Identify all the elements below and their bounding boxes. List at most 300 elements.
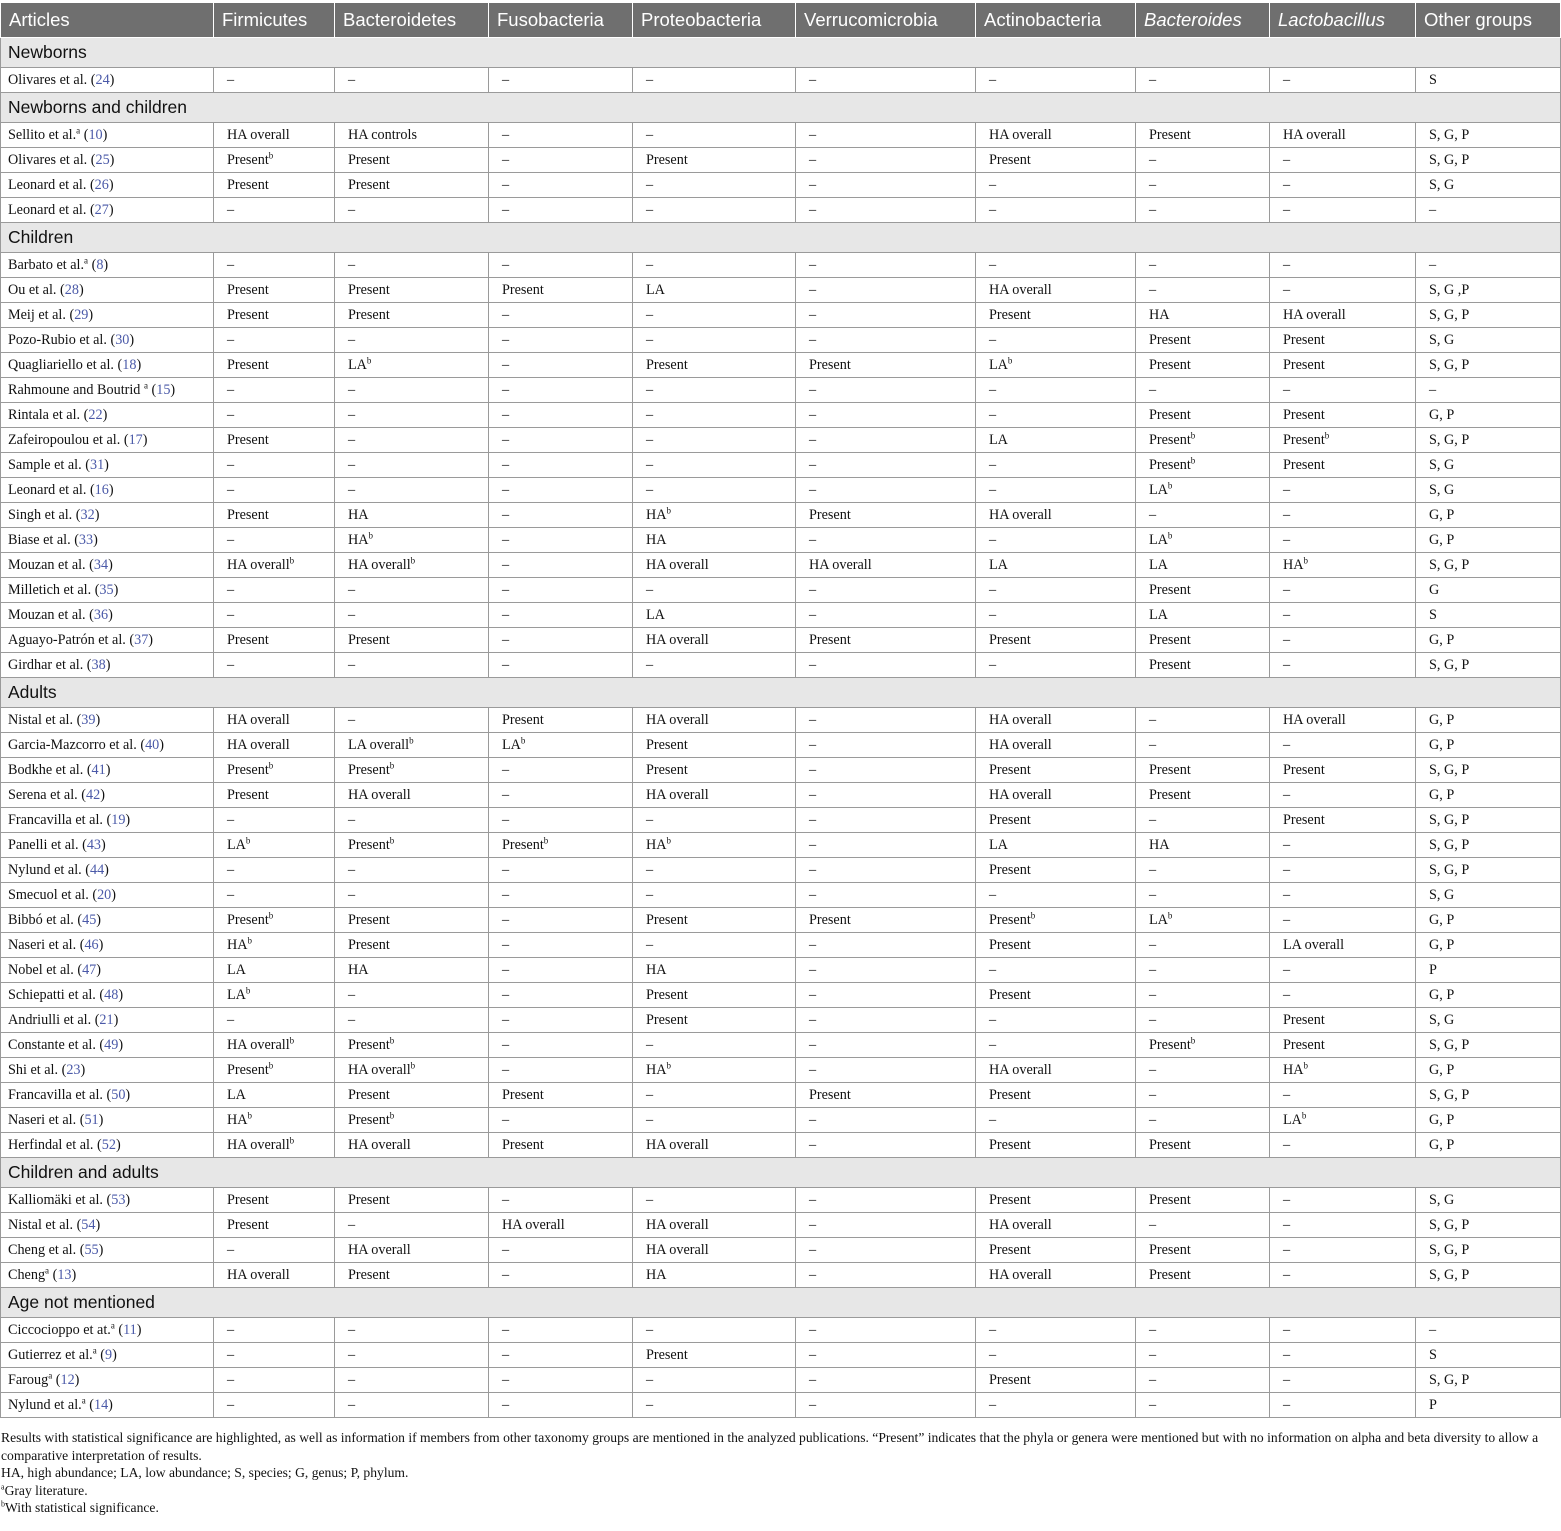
data-cell: – <box>489 1238 633 1263</box>
data-cell: – <box>489 858 633 883</box>
group-header-row <box>1 38 1561 68</box>
table-row <box>1 603 1561 628</box>
reference-link[interactable]: 49 <box>104 1036 119 1053</box>
article-cell: Aguayo-Patrón et al. (37) <box>1 628 214 653</box>
reference-link[interactable]: 40 <box>145 736 160 753</box>
data-cell: – <box>1136 883 1270 908</box>
article-name: Aguayo-Patrón et al. <box>8 631 126 648</box>
data-cell: – <box>335 1318 489 1343</box>
table-row <box>1 1263 1561 1288</box>
data-cell: Present <box>1136 403 1270 428</box>
data-cell: – <box>489 933 633 958</box>
data-cell: HA overall <box>976 1213 1136 1238</box>
data-cell: – <box>976 653 1136 678</box>
footnote-a <box>1 1482 1546 1500</box>
significance-mark: b <box>666 1059 671 1070</box>
article-name: Constante et al. <box>8 1036 96 1053</box>
data-cell <box>214 1058 335 1083</box>
data-cell: S, G, P <box>1416 1033 1561 1058</box>
data-cell: – <box>489 883 633 908</box>
data-cell: – <box>489 173 633 198</box>
table-row <box>1 173 1561 198</box>
data-cell <box>214 1133 335 1158</box>
data-cell: – <box>1136 858 1270 883</box>
article-name: Sellito et al. <box>8 126 77 143</box>
significance-mark: b <box>268 149 274 160</box>
data-cell: S, G, P <box>1416 428 1561 453</box>
table-row <box>1 1393 1561 1418</box>
data-cell: – <box>1136 503 1270 528</box>
data-cell: – <box>335 708 489 733</box>
reference-link[interactable]: 51 <box>84 1111 99 1128</box>
data-cell: – <box>1136 958 1270 983</box>
data-cell <box>335 553 489 578</box>
data-cell: – <box>1270 733 1416 758</box>
data-cell: – <box>633 453 796 478</box>
data-cell: – <box>796 1108 976 1133</box>
data-cell: Present <box>1270 453 1416 478</box>
reference-link[interactable]: 46 <box>84 936 99 953</box>
data-cell: G, P <box>1416 1058 1561 1083</box>
data-cell: – <box>489 578 633 603</box>
data-cell: P <box>1416 1393 1561 1418</box>
data-cell: – <box>335 478 489 503</box>
data-cell: – <box>1416 198 1561 223</box>
gray-literature-mark: a <box>48 1369 53 1380</box>
data-cell: – <box>1136 1393 1270 1418</box>
data-cell: – <box>335 253 489 278</box>
data-cell: – <box>976 578 1136 603</box>
data-cell: S, G <box>1416 453 1561 478</box>
data-cell: LA <box>1136 603 1270 628</box>
table-row <box>1 783 1561 808</box>
article-cell: Gutierrez et al.$^a$ (9) <box>1 1343 214 1368</box>
data-cell: – <box>796 733 976 758</box>
data-cell: – <box>796 783 976 808</box>
data-cell: – <box>796 858 976 883</box>
reference-link[interactable]: 23 <box>66 1061 81 1078</box>
article-cell: Leonard et al. (16) <box>1 478 214 503</box>
data-cell: – <box>214 198 335 223</box>
reference-link[interactable]: 36 <box>93 606 109 623</box>
reference-link[interactable]: 41 <box>91 761 106 778</box>
table-row <box>1 528 1561 553</box>
reference-link[interactable]: 20 <box>97 886 112 903</box>
data-cell: – <box>489 148 633 173</box>
article-name: Meij et al. <box>8 306 66 323</box>
reference-link[interactable]: 42 <box>86 786 101 803</box>
significance-mark: b <box>389 1109 395 1120</box>
data-cell <box>633 833 796 858</box>
reference-link[interactable]: 28 <box>64 281 79 298</box>
data-cell: – <box>489 983 633 1008</box>
header-verrucomicrobia: Verrucomicrobia <box>796 3 976 38</box>
table-row <box>1 278 1561 303</box>
data-cell: Present <box>976 148 1136 173</box>
table-row <box>1 1238 1561 1263</box>
article-cell: Quagliariello et al. (18) <box>1 353 214 378</box>
reference-link[interactable]: 43 <box>86 836 101 853</box>
reference-link[interactable]: 45 <box>82 911 97 928</box>
reference-link[interactable]: 47 <box>82 961 97 978</box>
reference-link[interactable]: 38 <box>91 656 106 673</box>
reference-link[interactable]: 37 <box>134 631 149 648</box>
data-cell: HA overall <box>1270 303 1416 328</box>
reference-link[interactable]: 12 <box>60 1371 75 1388</box>
data-cell: LA <box>633 603 796 628</box>
group-label: Age not mentioned <box>1 1288 1561 1318</box>
table-body <box>1 38 1561 1418</box>
data-cell: – <box>489 758 633 783</box>
data-cell: S, G <box>1416 173 1561 198</box>
results-table <box>0 2 1561 1418</box>
data-cell: – <box>1136 1368 1270 1393</box>
data-cell <box>335 833 489 858</box>
significance-mark: b <box>1007 354 1013 365</box>
article-name: Ciccocioppo et at. <box>8 1321 111 1338</box>
reference-link[interactable]: 52 <box>101 1136 116 1153</box>
table-row <box>1 808 1561 833</box>
article-cell: Singh et al. (32) <box>1 503 214 528</box>
article-name: Smecuol et al. <box>8 886 89 903</box>
data-cell: Present <box>976 1188 1136 1213</box>
reference-link[interactable]: 9 <box>104 1346 113 1363</box>
table-row <box>1 628 1561 653</box>
table-row <box>1 1008 1561 1033</box>
data-cell: – <box>335 403 489 428</box>
article-cell: Serena et al. (42) <box>1 783 214 808</box>
data-cell: HA overall <box>976 503 1136 528</box>
cell-value: HA <box>1283 1061 1304 1078</box>
reference-link[interactable]: 26 <box>94 176 109 193</box>
data-cell <box>1136 908 1270 933</box>
data-cell: – <box>1270 1368 1416 1393</box>
reference-link[interactable]: 21 <box>99 1011 114 1028</box>
data-cell: – <box>976 883 1136 908</box>
data-cell: Present <box>1136 1263 1270 1288</box>
data-cell: Present <box>1270 808 1416 833</box>
data-cell <box>335 733 489 758</box>
data-cell: S, G <box>1416 328 1561 353</box>
cell-value: HA overall <box>227 1136 290 1153</box>
data-cell: Present <box>214 628 335 653</box>
reference-link[interactable]: 14 <box>93 1396 109 1413</box>
data-cell <box>1136 453 1270 478</box>
article-cell: Kalliomäki et al. (53) <box>1 1188 214 1213</box>
significance-mark: b <box>389 1034 395 1045</box>
group-header-row <box>1 223 1561 253</box>
reference-link[interactable]: 30 <box>115 331 130 348</box>
reference-link[interactable]: 19 <box>111 811 126 828</box>
data-cell: – <box>796 1368 976 1393</box>
reference-link[interactable]: 44 <box>89 861 105 878</box>
article-cell: Zafeiropoulou et al. (17) <box>1 428 214 453</box>
article-cell: Ou et al. (28) <box>1 278 214 303</box>
data-cell: – <box>796 1318 976 1343</box>
data-cell: – <box>335 883 489 908</box>
data-cell: Present <box>796 628 976 653</box>
data-cell: – <box>489 328 633 353</box>
reference-link[interactable]: 18 <box>122 356 137 373</box>
group-label: Newborns <box>1 38 1561 68</box>
data-cell: – <box>1270 173 1416 198</box>
reference-link[interactable]: 13 <box>57 1266 72 1283</box>
article-name: Zafeiropoulou et al. <box>8 431 121 448</box>
data-cell <box>976 353 1136 378</box>
data-cell: – <box>214 453 335 478</box>
data-cell: – <box>1270 833 1416 858</box>
article-cell: Smecuol et al. (20) <box>1 883 214 908</box>
reference-link[interactable]: 24 <box>95 71 110 88</box>
article-name: Rintala et al. <box>8 406 81 423</box>
data-cell: LA <box>976 833 1136 858</box>
data-cell: – <box>1270 68 1416 93</box>
data-cell: – <box>214 478 335 503</box>
article-cell: Mouzan et al. (36) <box>1 603 214 628</box>
data-cell: – <box>214 603 335 628</box>
data-cell: G, P <box>1416 783 1561 808</box>
reference-link[interactable]: 8 <box>96 256 104 273</box>
reference-link[interactable]: 16 <box>94 481 109 498</box>
article-cell: Sample et al. (31) <box>1 453 214 478</box>
data-cell: HA overall <box>976 708 1136 733</box>
data-cell: – <box>796 303 976 328</box>
article-name: Cheng et al. <box>8 1241 77 1258</box>
data-cell: – <box>489 1008 633 1033</box>
data-cell: – <box>796 253 976 278</box>
reference-link[interactable]: 22 <box>88 406 103 423</box>
data-cell: Present <box>1270 1008 1416 1033</box>
data-cell: HA overall <box>976 1058 1136 1083</box>
data-cell: – <box>489 1263 633 1288</box>
article-cell: Rintala et al. (22) <box>1 403 214 428</box>
data-cell: Present <box>633 1343 796 1368</box>
article-cell: Nobel et al. (47) <box>1 958 214 983</box>
data-cell: – <box>214 68 335 93</box>
data-cell: – <box>796 883 976 908</box>
group-label: Children and adults <box>1 1158 1561 1188</box>
reference-link[interactable]: 34 <box>93 556 109 573</box>
article-cell: Bibbó et al. (45) <box>1 908 214 933</box>
data-cell: – <box>633 478 796 503</box>
data-cell: – <box>489 68 633 93</box>
reference-link[interactable]: 32 <box>80 506 95 523</box>
data-cell: Present <box>976 1133 1136 1158</box>
data-cell: – <box>1416 253 1561 278</box>
footnote-a-mark: a <box>1 1482 5 1492</box>
data-cell: Present <box>214 1213 335 1238</box>
data-cell: S, G, P <box>1416 653 1561 678</box>
data-cell: Present <box>335 1188 489 1213</box>
article-name: Leonard et al. <box>8 481 87 498</box>
significance-mark: b <box>1167 909 1173 920</box>
table-row <box>1 478 1561 503</box>
data-cell: – <box>976 958 1136 983</box>
data-cell: – <box>976 1343 1136 1368</box>
article-name: Naseri et al. <box>8 1111 77 1128</box>
significance-mark: b <box>1303 554 1308 565</box>
data-cell: – <box>214 528 335 553</box>
data-cell: LA overall <box>1270 933 1416 958</box>
footnote-b-mark: b <box>1 1499 5 1509</box>
cell-value: LA overall <box>348 736 410 753</box>
data-cell: Present <box>1136 628 1270 653</box>
article-cell: Francavilla et al. (50) <box>1 1083 214 1108</box>
data-cell: HA overall <box>633 553 796 578</box>
reference-link[interactable]: 39 <box>81 711 96 728</box>
data-cell: – <box>976 68 1136 93</box>
data-cell <box>1136 428 1270 453</box>
data-cell: HA <box>335 503 489 528</box>
data-cell: – <box>489 603 633 628</box>
data-cell: HA <box>633 528 796 553</box>
article-name: Cheng <box>8 1266 46 1283</box>
data-cell: – <box>489 353 633 378</box>
data-cell: LA <box>976 553 1136 578</box>
data-cell: – <box>1270 958 1416 983</box>
article-name: Nylund et al. <box>8 1396 82 1413</box>
cell-value: Present <box>348 836 390 853</box>
footnote-b <box>1 1499 1546 1517</box>
article-name: Olivares et al. <box>8 71 88 88</box>
data-cell: – <box>489 1393 633 1418</box>
data-cell: – <box>489 478 633 503</box>
data-cell: – <box>489 1343 633 1368</box>
significance-mark: b <box>268 759 274 770</box>
data-cell: – <box>1136 1008 1270 1033</box>
data-cell: – <box>335 68 489 93</box>
data-cell: – <box>633 1033 796 1058</box>
data-cell: Present <box>335 148 489 173</box>
article-name: Bibbó et al. <box>8 911 74 928</box>
data-cell: Present <box>796 1083 976 1108</box>
data-cell: – <box>1136 148 1270 173</box>
data-cell <box>214 908 335 933</box>
article-name: Faroug <box>8 1371 49 1388</box>
data-cell: – <box>796 833 976 858</box>
reference-link[interactable]: 25 <box>95 151 110 168</box>
article-name: Milletich et al. <box>8 581 92 598</box>
header-actinobacteria: Actinobacteria <box>976 3 1136 38</box>
data-cell: HA overall <box>214 733 335 758</box>
data-cell: – <box>976 528 1136 553</box>
data-cell: – <box>633 1108 796 1133</box>
data-cell: Present <box>976 858 1136 883</box>
header-bacteroides: Bacteroides <box>1136 3 1270 38</box>
data-cell: HA <box>633 958 796 983</box>
data-cell: Present <box>335 1263 489 1288</box>
article-cell: Girdhar et al. (38) <box>1 653 214 678</box>
reference-link[interactable]: 31 <box>89 456 105 473</box>
data-cell: – <box>489 628 633 653</box>
article-name: Olivares et al. <box>8 151 88 168</box>
data-cell: Present <box>976 983 1136 1008</box>
data-cell: – <box>489 503 633 528</box>
article-name: Garcia-Mazcorro et al. <box>8 736 137 753</box>
article-cell: Olivares et al. (24) <box>1 68 214 93</box>
data-cell: – <box>633 378 796 403</box>
reference-link[interactable]: 35 <box>99 581 114 598</box>
data-cell: – <box>1136 198 1270 223</box>
significance-mark: b <box>268 909 274 920</box>
table-row <box>1 933 1561 958</box>
article-cell: Andriulli et al. (21) <box>1 1008 214 1033</box>
data-cell: S, G <box>1416 478 1561 503</box>
table-row <box>1 328 1561 353</box>
data-cell: HA overall <box>633 1133 796 1158</box>
data-cell: – <box>335 198 489 223</box>
cell-value: Present <box>227 151 269 168</box>
table-row <box>1 123 1561 148</box>
data-cell: – <box>796 478 976 503</box>
data-cell: – <box>489 1318 633 1343</box>
article-cell: Garcia-Mazcorro et al. (40) <box>1 733 214 758</box>
reference-link[interactable]: 33 <box>78 531 94 548</box>
cell-value: HA overall <box>227 1036 290 1053</box>
data-cell: – <box>796 1008 976 1033</box>
data-cell: – <box>633 173 796 198</box>
article-cell: Meij et al. (29) <box>1 303 214 328</box>
data-cell: Present <box>1136 758 1270 783</box>
table-row <box>1 883 1561 908</box>
reference-link[interactable]: 10 <box>88 126 103 143</box>
data-cell: Present <box>214 353 335 378</box>
reference-link[interactable]: 15 <box>156 381 171 398</box>
table-row <box>1 198 1561 223</box>
data-cell: – <box>1136 68 1270 93</box>
data-cell <box>1270 428 1416 453</box>
data-cell <box>1136 528 1270 553</box>
data-cell: Present <box>214 173 335 198</box>
data-cell: – <box>976 1033 1136 1058</box>
data-cell: – <box>1270 478 1416 503</box>
reference-link[interactable]: 54 <box>81 1216 96 1233</box>
data-cell: – <box>1136 1318 1270 1343</box>
reference-link[interactable]: 53 <box>111 1191 126 1208</box>
table-row <box>1 908 1561 933</box>
group-label: Adults <box>1 678 1561 708</box>
significance-mark: b <box>289 1134 295 1145</box>
data-cell <box>335 1108 489 1133</box>
reference-link[interactable]: 48 <box>104 986 119 1003</box>
data-cell: – <box>1270 198 1416 223</box>
data-cell: – <box>489 553 633 578</box>
data-cell: – <box>1270 1343 1416 1368</box>
article-name: Nylund et al. <box>8 861 82 878</box>
data-cell: Present <box>214 503 335 528</box>
data-cell: S, G, P <box>1416 858 1561 883</box>
data-cell: – <box>1270 908 1416 933</box>
reference-link[interactable]: 55 <box>84 1241 99 1258</box>
article-cell: Barbato et al.$^a$ (8) <box>1 253 214 278</box>
data-cell: HA overall <box>976 783 1136 808</box>
data-cell <box>335 353 489 378</box>
data-cell <box>1270 1058 1416 1083</box>
data-cell: – <box>1136 1108 1270 1133</box>
reference-link[interactable]: 11 <box>123 1321 137 1338</box>
reference-link[interactable]: 27 <box>94 201 109 218</box>
data-cell: S, G, P <box>1416 1263 1561 1288</box>
reference-link[interactable]: 17 <box>128 431 143 448</box>
reference-link[interactable]: 50 <box>111 1086 126 1103</box>
data-cell: – <box>796 68 976 93</box>
article-name: Rahmoune and Boutrid <box>8 381 144 398</box>
article-cell: Mouzan et al. (34) <box>1 553 214 578</box>
data-cell: – <box>214 378 335 403</box>
data-cell: S, G <box>1416 883 1561 908</box>
article-name: Nistal et al. <box>8 711 74 728</box>
reference-link[interactable]: 29 <box>74 306 89 323</box>
